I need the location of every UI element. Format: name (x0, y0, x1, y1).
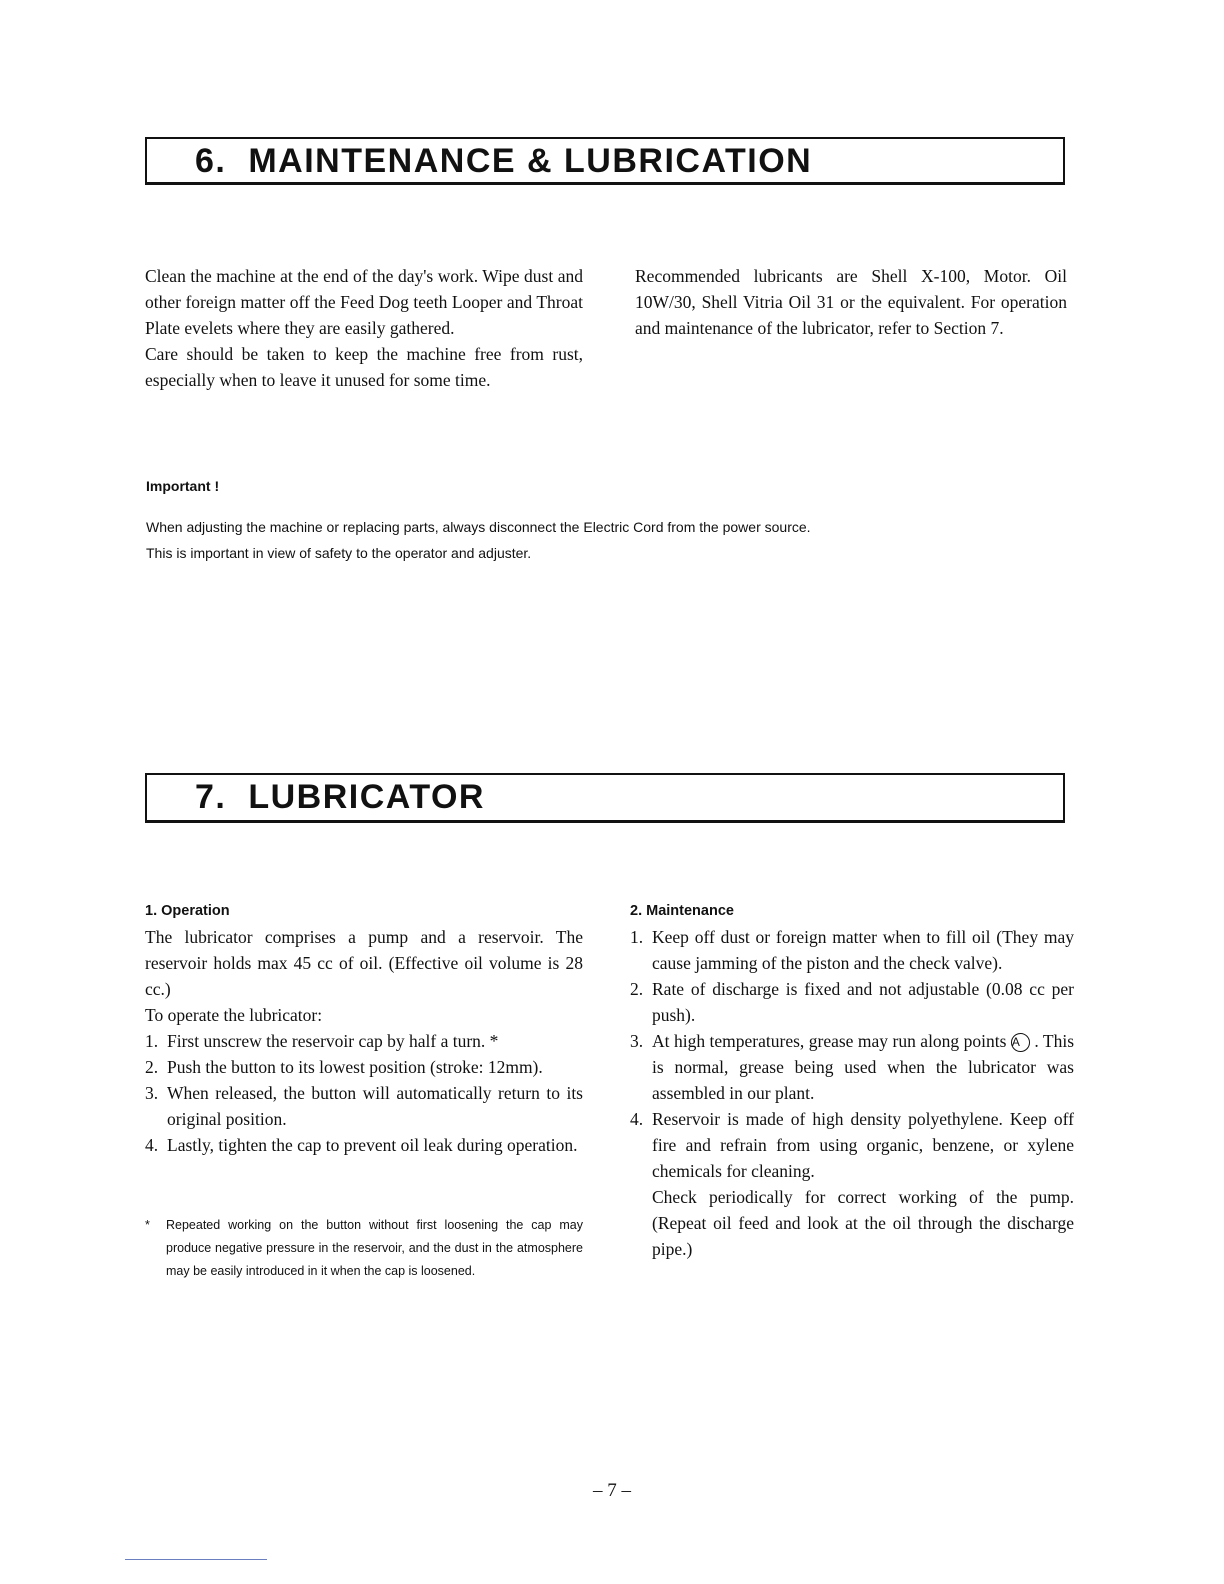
item-text: Keep off dust or foreign matter when to fill oil (They may cause jamming of the piston and the check valve). (652, 927, 1074, 973)
step-text: Push the button to its lowest position (stroke: 12mm). (167, 1057, 543, 1077)
operation-heading: 1. Operation (145, 903, 230, 919)
lubricants-paragraph: Recommended lubricants are Shell X-100, Motor. Oil 10W/30, Shell Vitria Oil 31 or the equivalent. For operation and maintenance of the lubricator, refer to Section 7. (635, 266, 1067, 338)
item-text-before: At high temperatures, grease may run along points (652, 1031, 1007, 1051)
operation-step (145, 1080, 583, 1132)
step-number: 3. (145, 1083, 159, 1103)
operation-steps (145, 1028, 583, 1158)
maintenance-item (630, 1106, 1074, 1262)
important-label: Important ! (146, 478, 220, 494)
important-line-1: When adjusting the machine or replacing parts, always disconnect the Electric Cord from the power source. (146, 519, 811, 535)
item-text-check: Check periodically for correct working of the pump. (Repeat oil feed and look at the oil through the discharge pipe.) (652, 1187, 1074, 1259)
section-6-title: MAINTENANCE & LUBRICATION (248, 142, 813, 180)
maintenance-item (630, 924, 1074, 976)
footnote-text: Repeated working on the button without first loosening the cap may produce negative pressure in the reservoir, and the dust in the atmosphere may be easily introduced in it when the cap is loosened. (166, 1218, 583, 1278)
item-number: 2. (630, 979, 644, 999)
maintenance-item (630, 1028, 1074, 1106)
page-number: – 7 – (593, 1480, 631, 1501)
section-6-title-row (195, 141, 812, 181)
section-7-title: LUBRICATOR (248, 778, 485, 816)
section-7-header (145, 773, 1065, 823)
cleaning-paragraph: Clean the machine at the end of the day's work. Wipe dust and other foreign matter off the Feed Dog teeth Looper and Throat Plate evelets where they are easily gathered. (145, 266, 583, 338)
section-7-title-row (195, 777, 485, 817)
maintenance-item (630, 976, 1074, 1028)
item-number: 4. (630, 1109, 644, 1129)
bottom-rule (125, 1559, 267, 1560)
section-7-number: 7. (195, 778, 227, 816)
operation-lead: To operate the lubricator: (145, 1005, 323, 1025)
item-text: Reservoir is made of high density polyethylene. Keep off fire and refrain from using organic, benzene, or xylene chemicals for cleaning. (652, 1109, 1074, 1181)
important-line-2: This is important in view of safety to the operator and adjuster. (146, 545, 532, 561)
step-number: 1. (145, 1031, 159, 1051)
item-number: 1. (630, 927, 644, 947)
maintenance-column (630, 898, 1074, 1262)
operation-step (145, 1028, 583, 1054)
item-number: 3. (630, 1031, 644, 1051)
step-text: First unscrew the reservoir cap by half a turn. * (167, 1031, 499, 1051)
operation-step (145, 1054, 583, 1080)
item-text: Rate of discharge is fixed and not adjustable (0.08 cc per push). (652, 979, 1074, 1025)
rust-paragraph: Care should be taken to keep the machine free from rust, especially when to leave it unused for some time. (145, 344, 583, 390)
step-text: Lastly, tighten the cap to prevent oil leak during operation. (167, 1135, 578, 1155)
operation-footnote (145, 1214, 583, 1283)
operation-column (145, 898, 583, 1158)
footnote-mark: * (145, 1218, 150, 1232)
maintenance-heading: 2. Maintenance (630, 903, 734, 919)
important-note (146, 514, 1046, 566)
step-number: 4. (145, 1135, 159, 1155)
section-6-number: 6. (195, 142, 227, 180)
operation-step (145, 1132, 583, 1158)
point-a-marker: A (1011, 1033, 1030, 1052)
section-6-header (145, 137, 1065, 185)
step-number: 2. (145, 1057, 159, 1077)
operation-intro: The lubricator comprises a pump and a reservoir. The reservoir holds max 45 cc of oil. (Effective oil volume is 28 cc.) (145, 927, 583, 999)
step-text: When released, the button will automatically return to its original position. (167, 1083, 583, 1129)
maintenance-items (630, 924, 1074, 1262)
section-6-left-column (145, 263, 583, 393)
section-6-right-column (635, 263, 1067, 341)
item-text-after: . This is normal, grease being used when the lubricator was assembled in our plant. (652, 1031, 1075, 1103)
